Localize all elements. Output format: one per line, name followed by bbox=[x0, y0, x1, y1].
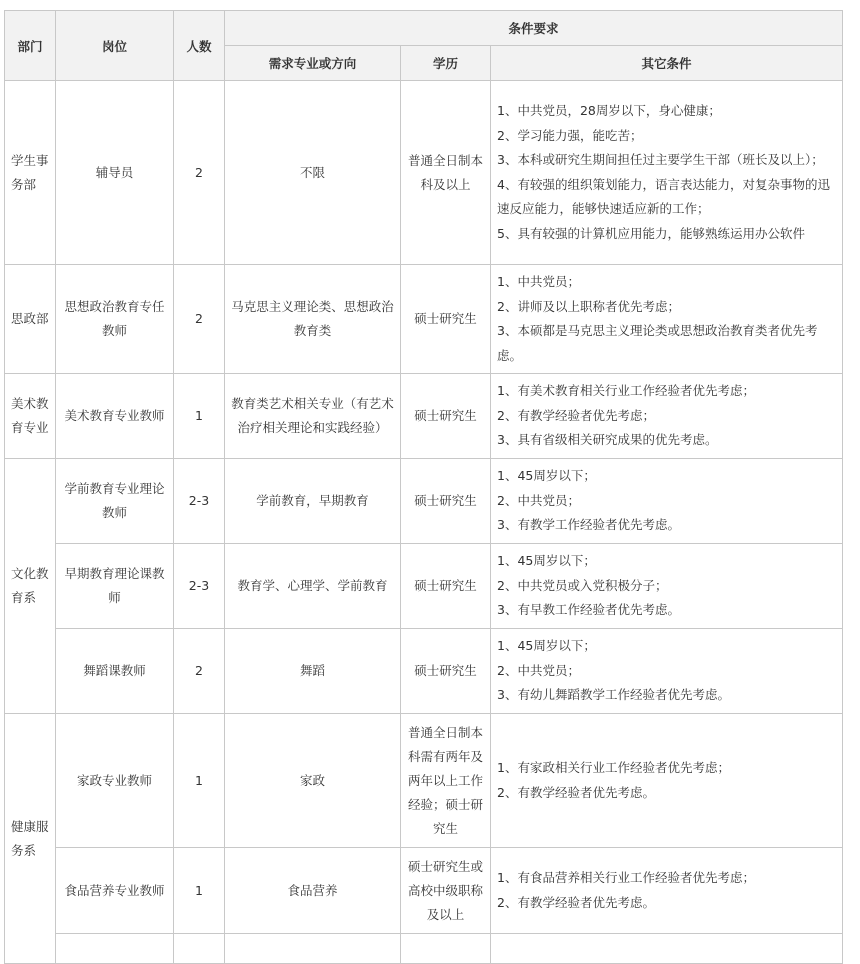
condition-line: 3、有教学工作经验者优先考虑。 bbox=[497, 517, 680, 533]
condition-line: 2、学习能力强，能吃苦； bbox=[497, 127, 643, 143]
other-cell bbox=[491, 848, 843, 934]
condition-line: 5、具有较强的计算机应用能力，能够熟练运用办公软件 bbox=[497, 225, 805, 241]
dept-cell: 学生事务部 bbox=[5, 81, 56, 265]
empty-cell bbox=[56, 934, 174, 964]
condition-line: 1、有美术教育相关行业工作经验者优先考虑； bbox=[497, 383, 755, 399]
education-cell: 普通全日制本科及以上 bbox=[401, 81, 491, 265]
condition-line: 2、中共党员； bbox=[497, 492, 580, 508]
post-cell: 辅导员 bbox=[56, 81, 174, 265]
major-cell: 教育类艺术相关专业（有艺术治疗相关理论和实践经验） bbox=[225, 374, 401, 459]
other-cell bbox=[491, 714, 843, 848]
table-row bbox=[5, 714, 843, 848]
condition-line: 2、有教学经验者优先考虑； bbox=[497, 407, 655, 423]
other-cell bbox=[491, 544, 843, 629]
education-cell: 硕士研究生 bbox=[401, 544, 491, 629]
table-row bbox=[5, 265, 843, 374]
table-row bbox=[5, 374, 843, 459]
condition-line: 1、有家政相关行业工作经验者优先考虑； bbox=[497, 760, 730, 775]
dept-cell: 健康服务系 bbox=[5, 714, 56, 964]
major-cell: 教育学、心理学、学前教育 bbox=[225, 544, 401, 629]
condition-line: 2、有教学经验者优先考虑。 bbox=[497, 894, 655, 910]
post-cell: 舞蹈课教师 bbox=[56, 629, 174, 714]
table-row bbox=[5, 459, 843, 544]
other-cell bbox=[491, 81, 843, 265]
condition-line: 1、45周岁以下； bbox=[497, 468, 596, 484]
table-row bbox=[5, 544, 843, 629]
condition-line: 3、本硕都是马克思主义理论类或思想政治教育类者优先考虑。 bbox=[497, 323, 818, 363]
header-major: 需求专业或方向 bbox=[225, 46, 401, 81]
post-cell: 思想政治教育专任教师 bbox=[56, 265, 174, 374]
post-cell: 早期教育理论课教师 bbox=[56, 544, 174, 629]
dept-cell: 思政部 bbox=[5, 265, 56, 374]
education-cell: 硕士研究生 bbox=[401, 265, 491, 374]
major-cell: 马克思主义理论类、思想政治教育类 bbox=[225, 265, 401, 374]
dept-cell: 文化教育系 bbox=[5, 459, 56, 714]
major-cell: 学前教育，早期教育 bbox=[225, 459, 401, 544]
header-other: 其它条件 bbox=[491, 46, 843, 81]
education-cell: 普通全日制本科需有两年及两年以上工作经验；硕士研究生 bbox=[401, 714, 491, 848]
dept-cell: 美术教育专业 bbox=[5, 374, 56, 459]
post-cell: 食品营养专业教师 bbox=[56, 848, 174, 934]
condition-line: 1、中共党员； bbox=[497, 274, 580, 289]
major-cell: 舞蹈 bbox=[225, 629, 401, 714]
count-cell: 1 bbox=[174, 714, 225, 848]
condition-line: 2、讲师及以上职称者优先考虑； bbox=[497, 298, 680, 314]
empty-cell bbox=[491, 934, 843, 964]
table-row bbox=[5, 934, 843, 964]
table-row bbox=[5, 848, 843, 934]
count-cell: 1 bbox=[174, 374, 225, 459]
header-post: 岗位 bbox=[56, 11, 174, 81]
education-cell: 硕士研究生 bbox=[401, 459, 491, 544]
major-cell: 家政 bbox=[225, 714, 401, 848]
condition-line: 3、有幼儿舞蹈教学工作经验者优先考虑。 bbox=[497, 687, 730, 703]
table-row bbox=[5, 629, 843, 714]
header-count: 人数 bbox=[174, 11, 225, 81]
header-conditions: 条件要求 bbox=[225, 11, 843, 46]
education-cell: 硕士研究生 bbox=[401, 374, 491, 459]
header-dept: 部门 bbox=[5, 11, 56, 81]
condition-line: 1、45周岁以下； bbox=[497, 553, 596, 569]
recruitment-table bbox=[4, 10, 843, 964]
condition-line: 3、具有省级相关研究成果的优先考虑。 bbox=[497, 432, 718, 448]
other-cell bbox=[491, 459, 843, 544]
condition-line: 2、中共党员； bbox=[497, 662, 580, 678]
education-cell: 硕士研究生 bbox=[401, 629, 491, 714]
major-cell: 食品营养 bbox=[225, 848, 401, 934]
other-cell bbox=[491, 374, 843, 459]
condition-line: 1、中共党员，28周岁以下，身心健康； bbox=[497, 103, 721, 118]
condition-line: 3、本科或研究生期间担任过主要学生干部（班长及以上）； bbox=[497, 152, 824, 167]
header-education: 学历 bbox=[401, 46, 491, 81]
condition-line: 1、有食品营养相关行业工作经验者优先考虑； bbox=[497, 870, 755, 885]
major-cell: 不限 bbox=[225, 81, 401, 265]
other-cell bbox=[491, 265, 843, 374]
count-cell: 2 bbox=[174, 629, 225, 714]
count-cell: 2 bbox=[174, 81, 225, 265]
post-cell: 学前教育专业理论教师 bbox=[56, 459, 174, 544]
condition-line: 1、45周岁以下； bbox=[497, 638, 596, 654]
post-cell: 美术教育专业教师 bbox=[56, 374, 174, 459]
empty-cell bbox=[174, 934, 225, 964]
condition-line: 2、有教学经验者优先考虑。 bbox=[497, 784, 655, 800]
empty-cell bbox=[401, 934, 491, 964]
condition-line: 3、有早教工作经验者优先考虑。 bbox=[497, 602, 680, 618]
education-cell: 硕士研究生或高校中级职称及以上 bbox=[401, 848, 491, 934]
other-cell bbox=[491, 629, 843, 714]
condition-line: 4、有较强的组织策划能力，语言表达能力，对复杂事物的迅速反应能力，能够快速适应新的工作； bbox=[497, 176, 830, 216]
condition-line: 2、中共党员或入党积极分子； bbox=[497, 577, 668, 593]
table-row bbox=[5, 81, 843, 265]
count-cell: 2 bbox=[174, 265, 225, 374]
count-cell: 1 bbox=[174, 848, 225, 934]
count-cell: 2-3 bbox=[174, 544, 225, 629]
count-cell: 2-3 bbox=[174, 459, 225, 544]
post-cell: 家政专业教师 bbox=[56, 714, 174, 848]
empty-cell bbox=[225, 934, 401, 964]
